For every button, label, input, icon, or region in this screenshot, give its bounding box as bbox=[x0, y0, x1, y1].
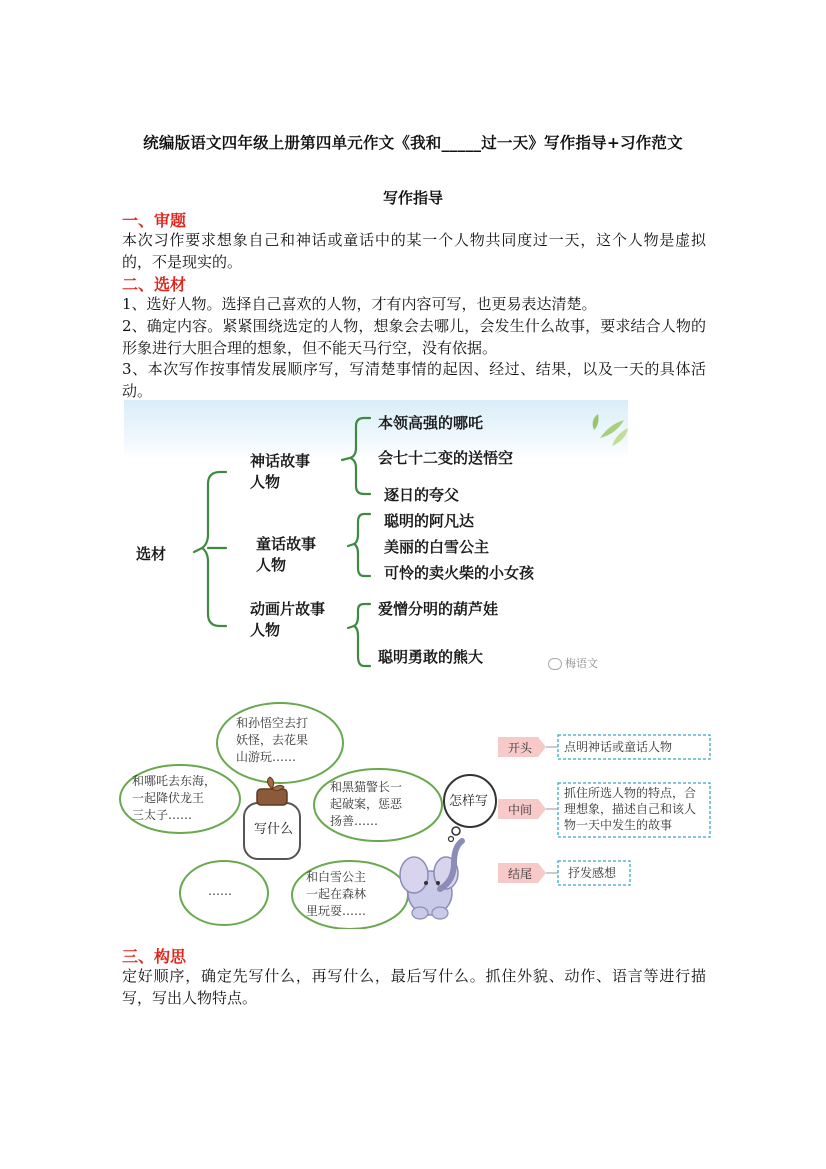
item: 爱憎分明的葫芦娃 bbox=[378, 600, 499, 618]
bubble-line: 起破案，惩恶 bbox=[330, 797, 403, 811]
jar-icon bbox=[244, 777, 300, 859]
group-label-fairy: 童话故事 bbox=[256, 535, 317, 553]
bubble-line: …… bbox=[208, 884, 232, 898]
item: 美丽的白雪公主 bbox=[384, 538, 490, 556]
bubble-line: 妖怪，去花果 bbox=[236, 733, 309, 747]
watermark bbox=[548, 655, 598, 671]
jar-label: 写什么 bbox=[254, 822, 294, 837]
leaf-decoration-icon bbox=[593, 414, 628, 446]
section-heading-xuancai: 二、选材 bbox=[122, 275, 187, 294]
group-label-myth: 神话故事 bbox=[250, 452, 311, 470]
bubble-line: 和孙悟空去打 bbox=[236, 716, 309, 730]
group-label-animation: 动画片故事 bbox=[250, 600, 326, 618]
paragraph: 本次习作要求想象自己和神话或童话中的某一个人物共同度过一天，这个人物是虚拟的，不是现实的。 bbox=[122, 231, 706, 271]
section-heading-gousi: 三、构思 bbox=[122, 947, 187, 966]
step-tag-start: 开头 bbox=[508, 741, 533, 755]
item: 逐日的夸父 bbox=[384, 486, 460, 504]
item: 本领高强的哪吒 bbox=[378, 414, 484, 432]
bubble-text bbox=[306, 869, 366, 920]
group-label-animation-line2: 人物 bbox=[250, 621, 281, 639]
bubble-line: 和黑猫警长一 bbox=[330, 780, 403, 794]
bubble-line: 一起在森林 bbox=[306, 887, 367, 901]
bubble-text bbox=[208, 883, 232, 900]
item: 会七十二变的送悟空 bbox=[378, 449, 514, 467]
paragraph: 1、选好人物。选择自己喜欢的人物，才有内容可写，也更易表达清楚。 bbox=[122, 295, 597, 313]
section-heading-shenti: 一、审题 bbox=[122, 211, 187, 230]
step-text bbox=[564, 739, 672, 756]
elephant-icon bbox=[400, 841, 462, 919]
bubble-line: 一起降伏龙王 bbox=[132, 791, 205, 805]
item: 聪明的阿凡达 bbox=[384, 512, 475, 530]
step-line: 物一天中发生的故事 bbox=[564, 818, 673, 832]
step-text bbox=[564, 785, 696, 833]
step-line: 理想象，描述自己和该人 bbox=[564, 802, 697, 816]
step-tag-middle: 中间 bbox=[508, 803, 533, 817]
step-line: 抓住所选人物的特点，合 bbox=[564, 786, 697, 800]
item: 聪明勇敢的熊大 bbox=[378, 648, 484, 666]
group-label-myth-line2: 人物 bbox=[250, 473, 281, 491]
root-label: 选材 bbox=[136, 545, 167, 563]
bubble-line: 和哪吒去东海， bbox=[132, 774, 217, 788]
step-text bbox=[568, 865, 616, 882]
bubble-line: 和白雪公主 bbox=[306, 870, 367, 884]
step-tag-end: 结尾 bbox=[508, 867, 533, 881]
bubble-line: 扬善…… bbox=[330, 814, 379, 828]
paragraph: 2、确定内容。紧紧围绕选定的人物，想象会去哪儿，会发生什么故事，要求结合人物的形象进行大胆合理的想象，但不能天马行空，没有依据。 bbox=[122, 317, 706, 357]
bubble-text bbox=[236, 715, 308, 766]
step-line: 抒发感想 bbox=[568, 866, 617, 880]
bubble-line: 山游玩…… bbox=[236, 750, 297, 764]
bubble-text bbox=[330, 779, 402, 830]
paragraph: 3、本次写作按事情发展顺序写，写清楚事情的起因、经过、结果，以及一天的具体活动。 bbox=[122, 360, 706, 400]
wechat-icon bbox=[548, 658, 562, 670]
bubble-line: 里玩耍…… bbox=[306, 904, 367, 918]
watermark-text: 梅语文 bbox=[565, 657, 598, 670]
section-subtitle: 写作指导 bbox=[382, 189, 443, 207]
group-label-fairy-line2: 人物 bbox=[256, 556, 287, 574]
thought-label: 怎样写 bbox=[449, 794, 489, 809]
writing-plan-diagram bbox=[118, 697, 714, 929]
item: 可怜的卖火柴的小女孩 bbox=[384, 564, 535, 582]
document-title: 统编版语文四年级上册第四单元作文《我和_____过一天》写作指导+习作范文 bbox=[143, 133, 683, 152]
step-line: 点明神话或童话人物 bbox=[564, 740, 673, 754]
bubble-line: 三太子…… bbox=[132, 808, 193, 822]
bubble-text bbox=[132, 773, 216, 824]
paragraph: 定好顺序，确定先写什么，再写什么，最后写什么。抓住外貌、动作、语言等进行描写，写出人物特点。 bbox=[122, 967, 706, 1007]
material-selection-diagram bbox=[124, 400, 628, 700]
